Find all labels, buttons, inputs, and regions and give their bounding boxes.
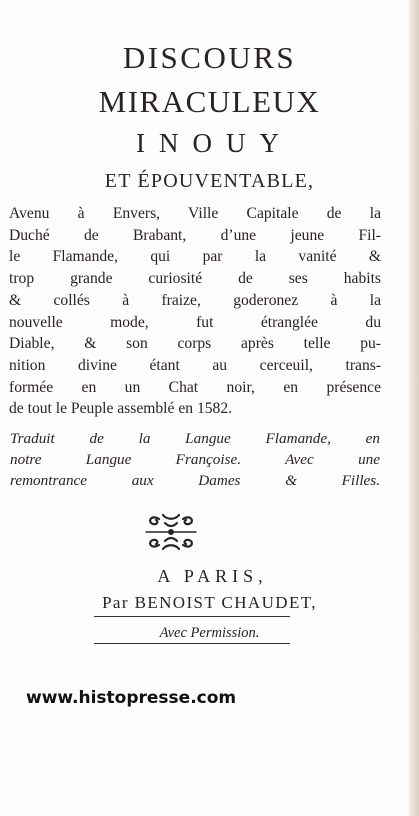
translation-note	[10, 428, 380, 491]
description-line: de tout le Peuple assemblé en 1582.	[9, 400, 233, 418]
translation-line: remontrance aux Dames & Filles.	[10, 472, 380, 489]
imprint-printer: Par BENOIST CHAUDET,	[102, 593, 317, 612]
title-line-1: DISCOURS	[122, 40, 297, 75]
imprint-rule-bottom	[94, 643, 290, 644]
description-line: & collés à fraize, goderonez à la	[9, 291, 381, 309]
page-edge	[409, 0, 419, 816]
title-line-3: INOUY	[136, 128, 293, 158]
fleuron-ornament-icon	[141, 510, 201, 554]
description-line: trop grande curiosité de ses habits	[9, 270, 381, 288]
description-paragraph	[9, 203, 381, 420]
translation-line: Traduit de la Langue Flamande, en	[10, 430, 380, 447]
description-line: Duché de Brabant, d’une jeune Fil-	[9, 226, 381, 244]
watermark-text: www.histopresse.com	[26, 688, 237, 708]
translation-line: notre Langue Françoise. Avec une	[10, 451, 380, 468]
title-line-4: ET ÉPOUVENTABLE,	[104, 170, 315, 192]
description-line: nition divine étant au cerceuil, trans-	[9, 356, 381, 374]
imprint-place: A PARIS,	[157, 566, 268, 586]
description-line: formée en un Chat noir, en présence	[9, 378, 381, 396]
title-line-2: MIRACULEUX	[98, 84, 321, 119]
description-line: Diable, & son corps après telle pu-	[9, 335, 381, 353]
imprint-rule-top	[94, 616, 290, 617]
description-line: le Flamande, qui par la vanité &	[9, 248, 381, 266]
description-line: nouvelle mode, fut étranglée du	[9, 313, 381, 331]
description-line: Avenu à Envers, Ville Capitale de la	[9, 205, 381, 222]
imprint-permission: Avec Permission.	[159, 625, 260, 641]
